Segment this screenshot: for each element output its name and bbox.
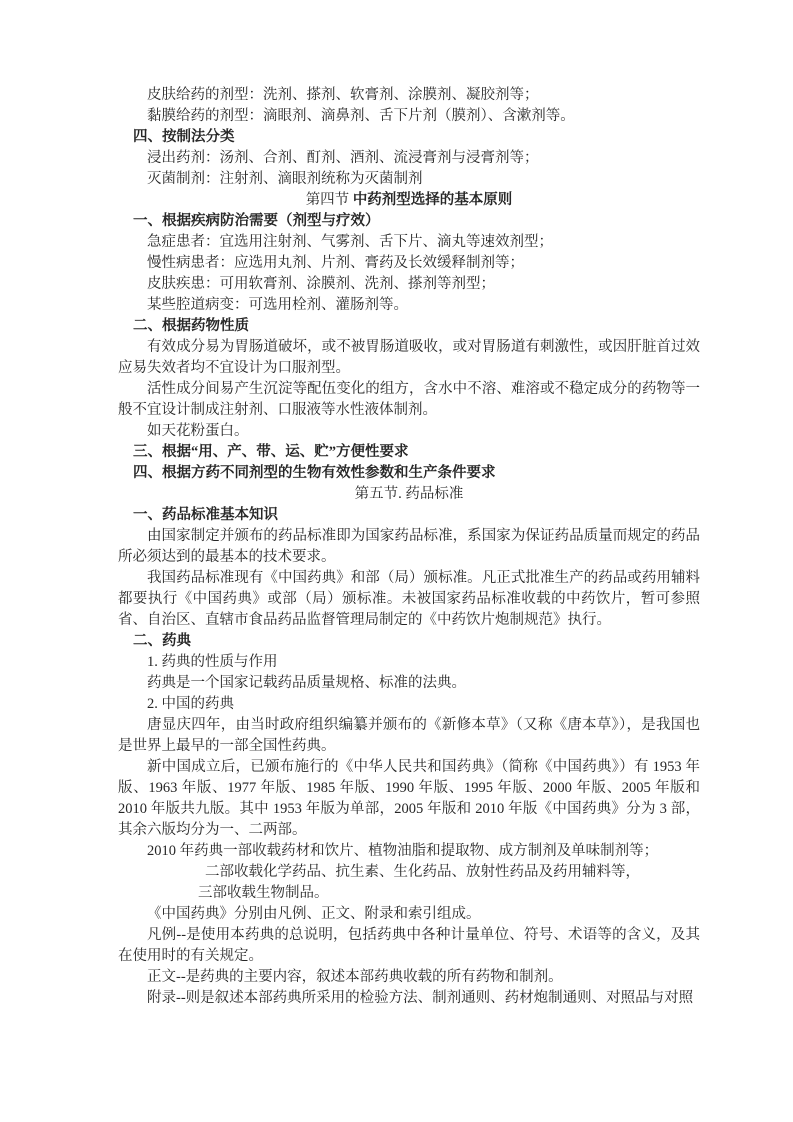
paragraph: 2010 年药典一部收载药材和饮片、植物油脂和提取物、成方制剂及单味制剂等； <box>147 843 659 859</box>
chapter-title: 中药剂型选择的基本原则 <box>352 192 513 208</box>
paragraph: 灭菌制剂：注射剂、滴眼剂统称为灭菌制剂 <box>147 171 423 187</box>
paragraph: 1. 药典的性质与作用 <box>147 654 278 670</box>
section-heading: 一、根据疾病防治需要（剂型与疗效） <box>133 213 380 229</box>
chapter-number: 第四节 <box>305 192 353 208</box>
paragraph-sub-indent: 三部收载生物制品。 <box>198 885 329 901</box>
paragraph: 皮肤疾患：可用软膏剂、涂膜剂、洗剂、搽剂等剂型； <box>147 276 495 292</box>
paragraph: 我国药品标准现有《中国药典》和部（局）颁标准。凡正式批准生产的药品或药用辅料都要执行《中国药典》或部（局）颁标准。未被国家药品标准收载的中药饮片，暂可参照省、自治区、直辖市食品药品监督管理局制定的《中药饮片炮制规范》执行。 <box>118 570 700 628</box>
paragraph: 新中国成立后，已颁布施行的《中华人民共和国药典》（简称《中国药典》）有 1953 年版、1963 年版、1977 年版、1985 年版、1990 年版、1995 年版、2000 年版、2005 年版和 2010 年版共九版。其中 1953 年版为单部，2005 年版和 2010 年版《中国药典》分为 3 部，其余六版均分为一、二两部。 <box>118 759 700 838</box>
section-heading: 二、根据药物性质 <box>133 318 249 334</box>
paragraph: 由国家制定并颁布的药品标准即为国家药品标准，系国家为保证药品质量而规定的药品所必须达到的最基本的技术要求。 <box>118 528 700 565</box>
document-content <box>118 85 700 1009</box>
section-heading: 一、药品标准基本知识 <box>133 507 278 523</box>
paragraph: 正文--是药典的主要内容，叙述本部药典收载的所有药物和制剂。 <box>147 969 563 985</box>
paragraph: 活性成分间易产生沉淀等配伍变化的组方，含水中不溶、难溶或不稳定成分的药物等一般不宜设计制成注射剂、口服液等水性液体制剂。 <box>118 381 700 418</box>
paragraph: 急症患者：宜选用注射剂、气雾剂、舌下片、滴丸等速效剂型； <box>147 234 553 250</box>
chapter-heading <box>118 190 700 211</box>
paragraph-sub-indent: 二部收载化学药品、抗生素、生化药品、放射性药品及药用辅料等， <box>205 864 640 880</box>
paragraph: 皮肤给药的剂型：洗剂、搽剂、软膏剂、涂膜剂、凝胶剂等； <box>147 87 539 103</box>
section-heading: 二、药典 <box>133 633 191 649</box>
paragraph: 浸出药剂：汤剂、合剂、酊剂、酒剂、流浸膏剂与浸膏剂等； <box>147 150 539 166</box>
chapter-number: 第五节. 药品标准 <box>354 486 464 502</box>
paragraph: 2. 中国的药典 <box>147 696 234 712</box>
paragraph: 有效成分易为胃肠道破坏，或不被胃肠道吸收，或对胃肠道有刺激性，或因肝脏首过效应易失效者均不宜设计为口服剂型。 <box>118 339 700 376</box>
chapter-heading <box>118 484 700 505</box>
section-heading: 四、根据方药不同剂型的生物有效性参数和生产条件要求 <box>133 465 496 481</box>
paragraph: 《中国药典》分别由凡例、正文、附录和索引组成。 <box>147 906 481 922</box>
paragraph: 凡例--是使用本药典的总说明，包括药典中各种计量单位、符号、术语等的含义，及其在使用时的有关规定。 <box>118 927 700 964</box>
paragraph: 如天花粉蛋白。 <box>147 423 249 439</box>
section-heading: 四、按制法分类 <box>133 129 235 145</box>
section-heading: 三、根据“用、产、带、运、贮”方便性要求 <box>133 444 409 460</box>
paragraph: 唐显庆四年，由当时政府组织编纂并颁布的《新修本草》（又称《唐本草》），是我国也是世界上最早的一部全国性药典。 <box>118 717 700 754</box>
paragraph: 黏膜给药的剂型：滴眼剂、滴鼻剂、舌下片剂（膜剂）、含漱剂等。 <box>147 108 575 124</box>
paragraph: 药典是一个国家记载药品质量规格、标准的法典。 <box>147 675 466 691</box>
paragraph: 慢性病患者：应选用丸剂、片剂、膏药及长效缓释制剂等； <box>147 255 524 271</box>
paragraph: 附录--则是叙述本部药典所采用的检验方法、制剂通则、药材炮制通则、对照品与对照 <box>147 990 694 1006</box>
paragraph: 某些腔道病变：可选用栓剂、灌肠剂等。 <box>147 297 408 313</box>
